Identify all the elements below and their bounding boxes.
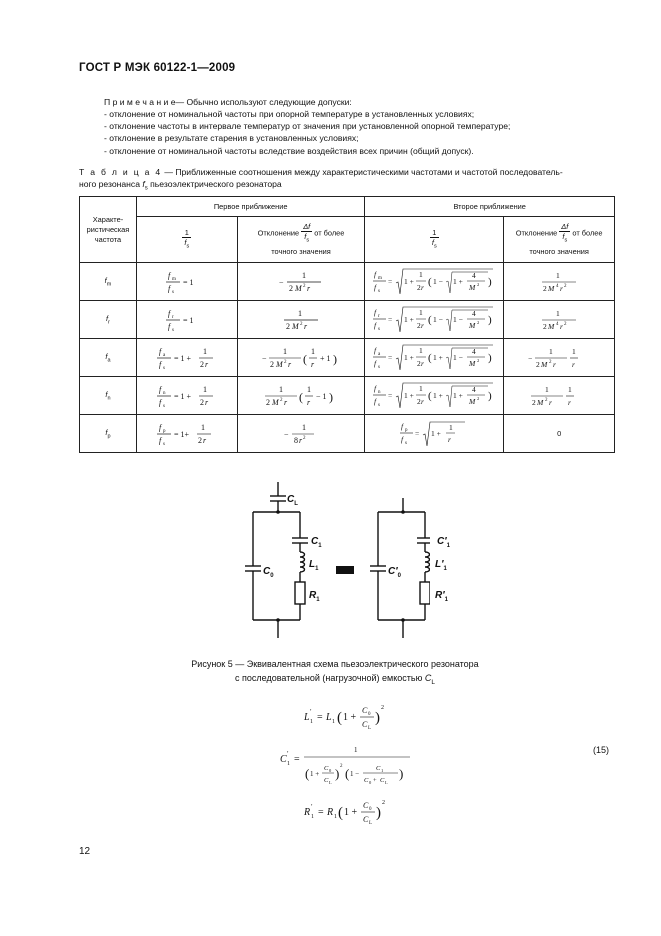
svg-text:1: 1 <box>334 814 337 820</box>
svg-text:′: ′ <box>310 708 312 716</box>
svg-text:C: C <box>363 801 369 810</box>
svg-text:a: a <box>162 352 166 358</box>
svg-text:2: 2 <box>199 359 204 369</box>
formula-fa-second <box>365 339 504 377</box>
header-characteristic-frequency: Характе- ристическая частота <box>80 197 137 263</box>
svg-text:f: f <box>158 435 162 445</box>
svg-text:2: 2 <box>477 319 480 325</box>
formula-fn-second-deviation <box>504 377 615 415</box>
svg-text:1 +: 1 + <box>344 807 358 818</box>
svg-text:(: ( <box>428 351 432 364</box>
svg-text:= 1 +: = 1 + <box>173 391 191 401</box>
approximation-table <box>79 196 615 453</box>
svg-text:2: 2 <box>303 283 306 289</box>
svg-text:8: 8 <box>294 435 299 445</box>
page-number: 12 <box>79 846 91 857</box>
formula-fm-second-deviation <box>504 263 615 301</box>
svg-text:+ 1: + 1 <box>320 353 331 363</box>
svg-text:1: 1 <box>202 346 207 356</box>
svg-text:1 −: 1 − <box>453 352 464 362</box>
svg-text:2: 2 <box>280 397 283 403</box>
svg-text:s: s <box>171 327 174 333</box>
svg-text:1: 1 <box>449 422 454 432</box>
formula-fa-second-deviation <box>504 339 615 377</box>
svg-text:1: 1 <box>307 384 312 394</box>
svg-text:2: 2 <box>564 321 567 327</box>
svg-text:r: r <box>421 320 425 330</box>
svg-text:= 1: = 1 <box>182 315 194 325</box>
formula-fn-first <box>136 377 237 415</box>
svg-text:): ) <box>335 766 340 781</box>
svg-text:f: f <box>374 320 377 330</box>
svg-text:M: M <box>292 321 299 331</box>
svg-text:r: r <box>288 359 292 369</box>
svg-text:1 +: 1 + <box>433 390 444 400</box>
label-r1: $R_1$ <box>309 590 320 603</box>
svg-text:R: R <box>304 807 311 818</box>
svg-text:(: ( <box>338 805 343 821</box>
formula-fn-second <box>365 377 504 415</box>
table-row-symbol: $f_n$ <box>80 377 137 415</box>
svg-text:p: p <box>162 428 166 434</box>
svg-text:1: 1 <box>419 269 424 279</box>
svg-text:1 +: 1 + <box>343 712 357 723</box>
svg-text:1: 1 <box>381 768 384 773</box>
svg-text:r: r <box>204 359 208 369</box>
svg-text:r: r <box>421 282 425 292</box>
formula-fp-second-deviation: 0 <box>504 415 615 453</box>
note-title: П р и м е ч а н и е— Обычно используют следующие допуски: <box>104 97 352 107</box>
svg-text:f: f <box>374 282 377 292</box>
svg-text:f: f <box>167 321 171 331</box>
svg-text:1 +: 1 + <box>431 428 442 438</box>
svg-text:r: r <box>421 358 425 368</box>
svg-text:1: 1 <box>200 422 205 432</box>
formula-fm-second <box>365 263 504 301</box>
label-c0-prime: $C'_0$ <box>388 566 401 579</box>
svg-text:M: M <box>541 359 548 369</box>
svg-text:n: n <box>162 390 166 396</box>
svg-text:1: 1 <box>311 346 316 356</box>
svg-text:f: f <box>374 345 377 355</box>
note-item: - отклонение от номинальной частоты при опорной температуре в установленных условиях; <box>104 109 475 119</box>
svg-text:m: m <box>171 276 176 282</box>
right-circuit-labels <box>425 530 455 610</box>
svg-text:f: f <box>374 269 377 279</box>
svg-text:0: 0 <box>369 807 372 812</box>
svg-text:C: C <box>280 754 287 765</box>
svg-text:1 +: 1 + <box>433 352 444 362</box>
svg-text:2: 2 <box>417 396 422 406</box>
svg-text:1: 1 <box>287 761 290 767</box>
svg-text:(: ( <box>299 389 304 404</box>
svg-text:=: = <box>388 314 393 324</box>
formula-fm-deviation <box>237 263 365 301</box>
svg-text:1: 1 <box>202 384 207 394</box>
svg-text:r: r <box>311 359 315 369</box>
svg-text:r: r <box>171 314 174 320</box>
formula-fm-first <box>136 263 237 301</box>
svg-text:r: r <box>202 435 206 445</box>
equation-number: (15) <box>593 745 610 755</box>
header-deviation-1: Отклонение $\frac{\Delta f}{f_s}$ от более точного значения <box>237 217 365 263</box>
svg-text:M: M <box>469 358 476 368</box>
svg-text:(: ( <box>428 389 432 402</box>
svg-text:L: L <box>369 821 373 826</box>
svg-text:r: r <box>307 397 311 407</box>
table-caption: Т а б л и ц а 4 — Приближенные соотношения между характеристическими частотами и частотой последователь- ного резонанса $f_s$ пьезоэлектрического резонатора <box>79 167 563 192</box>
svg-text:1: 1 <box>302 422 307 432</box>
svg-text:r: r <box>568 397 572 407</box>
svg-text:s: s <box>162 403 165 409</box>
header-first-approximation: Первое приближение <box>136 197 364 217</box>
table-row-symbol: $f_a$ <box>80 339 137 377</box>
svg-text:): ) <box>399 766 404 781</box>
svg-text:2: 2 <box>532 397 536 407</box>
header-one-over-fs-2: $\frac{1}{f_s}$ <box>365 217 504 263</box>
formula-fr-first <box>136 301 237 339</box>
svg-text:p: p <box>405 427 408 433</box>
note-item: - отклонение частоты в интервале температур от значения при установленной опорной температуре; <box>104 121 511 132</box>
svg-text:r: r <box>553 359 557 369</box>
svg-text:− 1: − 1 <box>316 391 327 401</box>
svg-text:s: s <box>171 289 174 295</box>
label-cl: $C_L$ <box>287 494 298 507</box>
svg-text:): ) <box>488 313 492 326</box>
svg-text:1: 1 <box>298 308 303 318</box>
table-row-symbol: $f_p$ <box>80 415 137 453</box>
svg-text:2: 2 <box>417 282 422 292</box>
svg-text:2: 2 <box>382 800 385 806</box>
svg-text:1 +: 1 + <box>453 390 464 400</box>
svg-text:M: M <box>469 282 476 292</box>
svg-text:=: = <box>388 276 393 286</box>
formula-fp-second <box>365 415 504 453</box>
svg-text:2: 2 <box>381 705 384 711</box>
svg-text:2: 2 <box>549 359 552 365</box>
svg-text:2: 2 <box>477 357 480 363</box>
document-header: ГОСТ Р МЭК 60122-1—2009 <box>79 62 236 74</box>
svg-text:1: 1 <box>311 814 314 820</box>
header-second-approximation: Второе приближение <box>365 197 615 217</box>
figure-caption: Рисунок 5 — Эквивалентная схема пьезоэлектрического резонатора с последовательной (нагрузочной) емкостью $C_L$ <box>191 659 479 686</box>
svg-text:=: = <box>317 712 323 723</box>
svg-text:2: 2 <box>536 359 540 369</box>
svg-text:r: r <box>304 321 308 331</box>
svg-text:−: − <box>279 277 284 287</box>
svg-text:): ) <box>375 710 380 726</box>
equivalent-circuit-figure <box>230 478 430 648</box>
svg-text:s: s <box>378 402 381 408</box>
svg-text:= 1+: = 1+ <box>173 429 189 439</box>
svg-text:f: f <box>167 270 171 280</box>
svg-text:2: 2 <box>197 435 202 445</box>
svg-text:C: C <box>324 777 329 784</box>
svg-text:): ) <box>329 389 334 404</box>
svg-text:1: 1 <box>310 719 313 725</box>
note-list <box>104 108 604 157</box>
svg-text:1: 1 <box>354 746 358 754</box>
svg-text:(: ( <box>428 313 432 326</box>
svg-text:r: r <box>421 396 425 406</box>
svg-text:2: 2 <box>303 435 306 441</box>
svg-text:R: R <box>327 807 334 818</box>
svg-text:=: = <box>388 390 393 400</box>
svg-text:2: 2 <box>477 395 480 401</box>
svg-text:1 −: 1 − <box>453 314 464 324</box>
svg-text:=: = <box>318 807 324 818</box>
svg-text:2: 2 <box>543 283 547 293</box>
formula-fr-deviation <box>237 301 365 339</box>
svg-text:0: 0 <box>369 780 372 785</box>
svg-text:m: m <box>378 275 383 281</box>
svg-text:): ) <box>488 389 492 402</box>
label-r1-prime: $R'_1$ <box>435 590 448 603</box>
svg-text:1 −: 1 − <box>433 314 444 324</box>
svg-text:M: M <box>276 359 283 369</box>
svg-text:(: ( <box>303 351 308 366</box>
svg-text:4: 4 <box>472 308 477 318</box>
svg-text:r: r <box>448 434 452 444</box>
svg-text:r: r <box>204 397 208 407</box>
svg-text:): ) <box>376 805 381 821</box>
svg-text:f: f <box>374 383 377 393</box>
label-l1: $L_1$ <box>309 559 319 572</box>
svg-text:(: ( <box>337 710 342 726</box>
svg-text:C: C <box>324 765 329 772</box>
svg-text:2: 2 <box>286 321 291 331</box>
svg-text:1: 1 <box>556 308 560 318</box>
svg-text:1: 1 <box>279 384 284 394</box>
svg-text:M: M <box>469 320 476 330</box>
svg-text:): ) <box>488 275 492 288</box>
note-item: - отклонение от номинальной частоты вследствие воздействия всех причин (общий допуск). <box>104 145 474 156</box>
svg-text:2: 2 <box>417 358 422 368</box>
formula-fp-first <box>136 415 237 453</box>
svg-text:M: M <box>469 396 476 406</box>
svg-text:2: 2 <box>543 321 547 331</box>
svg-text:s: s <box>378 288 381 294</box>
svg-text:M: M <box>272 397 279 407</box>
svg-text:4: 4 <box>472 270 477 280</box>
svg-text:n: n <box>378 389 381 395</box>
svg-text:f: f <box>158 422 162 432</box>
svg-text:1 −: 1 − <box>433 276 444 286</box>
svg-text:r: r <box>560 321 564 331</box>
svg-text:a: a <box>378 351 381 357</box>
svg-text:1: 1 <box>568 384 572 394</box>
svg-text:+: + <box>373 777 377 784</box>
svg-text:C: C <box>364 777 369 784</box>
svg-text:C: C <box>380 777 385 784</box>
svg-text:1 +: 1 + <box>310 770 320 778</box>
svg-text:C: C <box>362 706 368 715</box>
svg-text:f: f <box>167 308 171 318</box>
svg-text:1: 1 <box>549 346 553 356</box>
svg-text:s: s <box>162 365 165 371</box>
svg-text:1 +: 1 + <box>404 276 415 286</box>
svg-text:C: C <box>376 765 381 772</box>
svg-text:2: 2 <box>417 320 422 330</box>
svg-text:M: M <box>548 321 555 331</box>
formula-fr-second <box>365 301 504 339</box>
header-one-over-fs-1: $\frac{1}{f_s}$ <box>136 217 237 263</box>
svg-text:1: 1 <box>572 346 576 356</box>
svg-text:1: 1 <box>419 307 424 317</box>
formula-fr-second-deviation <box>504 301 615 339</box>
formula-fa-deviation <box>237 339 365 377</box>
label-c1: $C_1$ <box>311 536 322 549</box>
svg-text:s: s <box>405 440 408 446</box>
svg-text:2: 2 <box>545 397 548 403</box>
svg-text:= 1 +: = 1 + <box>173 353 191 363</box>
equation-15 <box>270 700 440 830</box>
header-deviation-2: Отклонение $\frac{\Delta f}{f_s}$ от более точного значения <box>504 217 615 263</box>
label-c1-prime: $C'_1$ <box>437 536 450 549</box>
svg-text:2: 2 <box>289 283 294 293</box>
svg-text:4: 4 <box>472 384 477 394</box>
svg-text:f: f <box>158 359 162 369</box>
svg-text:1: 1 <box>419 345 424 355</box>
svg-text:(: ( <box>305 766 310 781</box>
svg-text:f: f <box>158 397 162 407</box>
label-c0: $C_0$ <box>263 566 274 579</box>
svg-text:1: 1 <box>556 270 560 280</box>
svg-text:r: r <box>307 283 311 293</box>
svg-text:= 1: = 1 <box>182 277 194 287</box>
svg-text:s: s <box>162 441 165 447</box>
svg-text:f: f <box>401 434 404 444</box>
svg-text:r: r <box>299 435 303 445</box>
svg-text:1: 1 <box>332 719 335 725</box>
svg-text:1: 1 <box>302 270 307 280</box>
svg-text:L: L <box>368 726 372 731</box>
svg-text:r: r <box>378 313 380 319</box>
label-l1-prime: $L'_1$ <box>435 559 447 572</box>
svg-text:f: f <box>167 283 171 293</box>
table-row-symbol: $f_m$ <box>80 263 137 301</box>
svg-text:s: s <box>378 364 381 370</box>
svg-text:2: 2 <box>270 359 275 369</box>
table-row-symbol: $f_r$ <box>80 301 137 339</box>
svg-text:M: M <box>295 283 302 293</box>
svg-text:0: 0 <box>329 768 332 773</box>
svg-text:1 +: 1 + <box>453 276 464 286</box>
svg-text:−: − <box>262 353 267 363</box>
svg-text:−: − <box>528 353 533 363</box>
svg-text:2: 2 <box>340 764 343 769</box>
svg-text:f: f <box>374 358 377 368</box>
equivalence-sign-icon <box>336 566 354 574</box>
formula-fp-deviation <box>237 415 365 453</box>
svg-text:C: C <box>362 720 368 729</box>
svg-text:s: s <box>378 326 381 332</box>
formula-fa-first <box>136 339 237 377</box>
svg-text:0: 0 <box>368 712 371 717</box>
svg-text:4: 4 <box>472 346 477 356</box>
svg-text:L: L <box>385 780 388 785</box>
svg-text:1 +: 1 + <box>404 314 415 324</box>
svg-text:L: L <box>326 712 332 723</box>
svg-text:f: f <box>401 421 404 431</box>
svg-text:r: r <box>549 397 553 407</box>
formula-fn-deviation <box>237 377 365 415</box>
svg-text:f: f <box>374 396 377 406</box>
svg-text:M: M <box>548 283 555 293</box>
svg-text:′: ′ <box>311 803 313 811</box>
note-item: - отклонение в результате старения в установленных условиях; <box>104 133 359 144</box>
svg-text:L: L <box>304 712 310 723</box>
svg-text:f: f <box>374 307 377 317</box>
svg-text:2: 2 <box>199 397 204 407</box>
svg-text:=: = <box>388 352 393 362</box>
svg-text:): ) <box>488 351 492 364</box>
svg-text:M: M <box>537 397 544 407</box>
svg-text:L: L <box>329 780 332 785</box>
svg-text:2: 2 <box>477 281 480 287</box>
svg-text:2: 2 <box>266 397 271 407</box>
svg-text:4: 4 <box>556 321 559 327</box>
svg-text:=: = <box>415 428 420 438</box>
svg-text:r: r <box>572 359 576 369</box>
svg-text:): ) <box>333 351 338 366</box>
svg-text:=: = <box>294 754 300 765</box>
svg-text:2: 2 <box>284 359 287 365</box>
svg-text:(: ( <box>345 766 350 781</box>
svg-text:1 −: 1 − <box>350 770 360 778</box>
svg-text:1: 1 <box>545 384 549 394</box>
svg-text:f: f <box>158 384 162 394</box>
svg-text:1 +: 1 + <box>404 352 415 362</box>
svg-text:′: ′ <box>287 750 289 758</box>
svg-text:2: 2 <box>564 283 567 289</box>
svg-text:1: 1 <box>419 383 424 393</box>
svg-text:r: r <box>560 283 564 293</box>
svg-text:1: 1 <box>283 346 288 356</box>
svg-text:(: ( <box>428 275 432 288</box>
svg-text:2: 2 <box>300 321 303 327</box>
svg-text:f: f <box>158 346 162 356</box>
svg-text:4: 4 <box>556 283 559 289</box>
svg-text:C: C <box>363 815 369 824</box>
svg-text:r: r <box>284 397 288 407</box>
svg-text:−: − <box>284 429 289 439</box>
svg-text:1 +: 1 + <box>404 390 415 400</box>
